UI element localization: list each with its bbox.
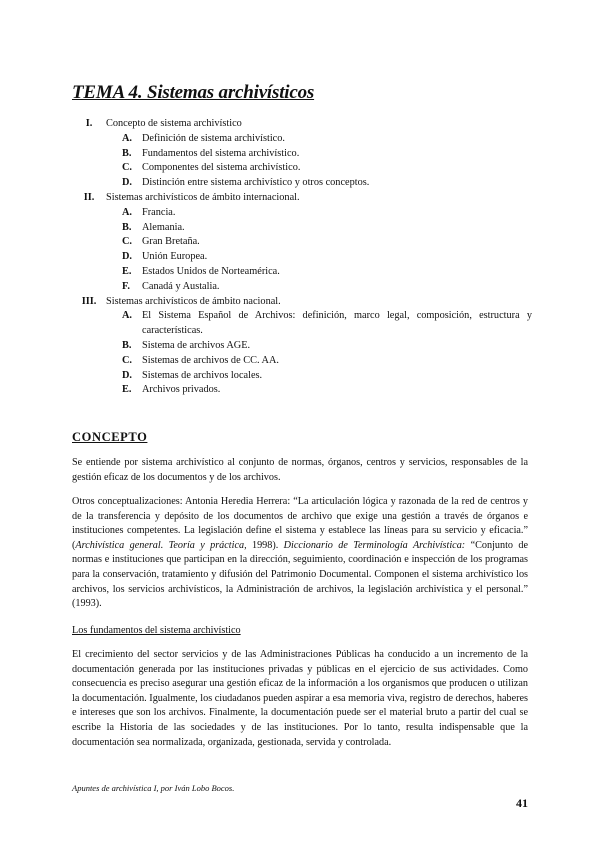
section-number: II. <box>83 191 95 203</box>
page-title: TEMA 4. Sistemas archivísticos <box>72 82 315 103</box>
outline-item <box>122 221 532 236</box>
outline-item <box>122 339 532 354</box>
item-letter: B. <box>122 339 132 351</box>
item-letter: A. <box>122 206 133 218</box>
outline-item <box>122 161 532 176</box>
outline-item <box>122 147 532 162</box>
section-number: I. <box>85 118 93 129</box>
item-label: Sistemas de archivos de CC. AA. <box>142 354 279 366</box>
page-footer: Apuntes de archivística I, por Iván Lobo Bocos. <box>72 783 235 793</box>
outline-item <box>122 383 532 398</box>
item-label: El Sistema Español de Archivos: definición, marco legal, composición, estructura y características. <box>142 310 532 337</box>
item-label: Fundamentos del sistema archivístico. <box>142 147 300 159</box>
outline-section <box>72 117 532 132</box>
item-label: Sistema de archivos AGE. <box>142 339 251 351</box>
item-letter: C. <box>122 162 133 174</box>
item-label: Componentes del sistema archivístico. <box>142 162 301 174</box>
paragraph-fundamentos: El crecimiento del sector servicios y de las Administraciones Públicas ha conducido a un incremento de la documentación generada por las instituciones privadas y públicas en el ejercicio de sus actividades. Como consecuencia es preciso asegurar una gestión eficaz de la información a los organismos que producen o utilizan la documentación. Igualmente, los ciudadanos pueden aspirar a esa memoria viva, registro de derechos, haberes e intereses que son los archivos. Finalmente, la documentación puede ser el material bruto a partir del cual se escribe la Historia de las sociedades y de las instituciones. Por lo tanto, resulta indispensable que la documentación sea normalizada, organizada, gestionada, servida y controlada. <box>72 649 528 748</box>
subsection-heading: Los fundamentos del sistema archivístico <box>72 625 241 636</box>
item-letter: C. <box>122 354 133 366</box>
item-letter: B. <box>122 147 132 159</box>
item-label: Archivos privados. <box>142 384 221 396</box>
item-label: Canadá y Austalia. <box>142 280 220 292</box>
item-label: Definición de sistema archivístico. <box>142 132 285 144</box>
item-letter: F. <box>122 280 130 292</box>
text-run: “Conjunto de normas e instituciones que participan en la dirección, seguimiento, coordinación e inspección de los programas para la conservación, tratamiento y difusión del Patrimonio Documental. Componen el sistema archivístico los archivos, los servicios archivísticos, la Administración de archivos, la legislación archivística y el personal.” (1993). <box>72 539 528 610</box>
paragraph-conceptualizations <box>72 495 528 612</box>
item-letter: D. <box>122 369 133 381</box>
paragraph-definition: Se entiende por sistema archivístico al conjunto de normas, órganos, centros y servicios, responsables de la gestión eficaz de los documentos y de los archivos. <box>72 457 528 483</box>
outline-item <box>122 369 532 384</box>
item-letter: C. <box>122 236 133 248</box>
item-letter: D. <box>122 177 133 189</box>
outline-item <box>122 265 532 280</box>
item-letter: A. <box>122 132 133 144</box>
item-label: Unión Europea. <box>142 251 208 263</box>
page-number: 41 <box>516 796 528 810</box>
item-label: Francia. <box>142 206 176 218</box>
outline <box>72 117 532 398</box>
outline-section <box>72 295 532 310</box>
text-run: 1998). <box>246 539 284 551</box>
section-label: Concepto de sistema archivístico <box>106 118 242 129</box>
section-label: Sistemas archivísticos de ámbito nacional. <box>106 295 281 307</box>
section-number: III. <box>81 295 97 307</box>
item-label: Alemania. <box>142 221 185 233</box>
outline-item <box>122 132 532 147</box>
outline-item <box>122 235 532 250</box>
item-letter: A. <box>122 310 133 322</box>
item-letter: B. <box>122 221 132 233</box>
outline-section <box>72 191 532 206</box>
item-label: Sistemas de archivos locales. <box>142 369 263 381</box>
outline-item <box>122 354 532 369</box>
outline-item <box>122 250 532 265</box>
item-label: Gran Bretaña. <box>142 236 200 248</box>
dictionary-title: Diccionario de Terminología Archivística: <box>283 539 466 551</box>
item-label: Distinción entre sistema archivístico y otros conceptos. <box>142 177 370 189</box>
outline-item <box>122 309 532 339</box>
outline-item <box>122 280 532 295</box>
book-title: Archivística general. Teoría y práctica, <box>75 539 247 551</box>
outline-item <box>122 206 532 221</box>
section-label: Sistemas archivísticos de ámbito internacional. <box>106 191 300 203</box>
item-label: Estados Unidos de Norteamérica. <box>142 265 280 277</box>
item-letter: D. <box>122 251 133 263</box>
outline-item <box>122 176 532 191</box>
item-letter: E. <box>122 384 132 396</box>
item-letter: E. <box>122 265 132 277</box>
text-run: Otros conceptualizaciones: Antonia Heredia Herrera: “La articulación lógica y razonada de la red de centros y de la transferencia y depósito de los documentos de archivo que exige una gestión a través de órganos e instituciones competentes. La legislación define el sistema y establece las líneas para su servicio y eficacia.” ( <box>72 496 528 551</box>
section-heading: CONCEPTO <box>72 430 148 444</box>
